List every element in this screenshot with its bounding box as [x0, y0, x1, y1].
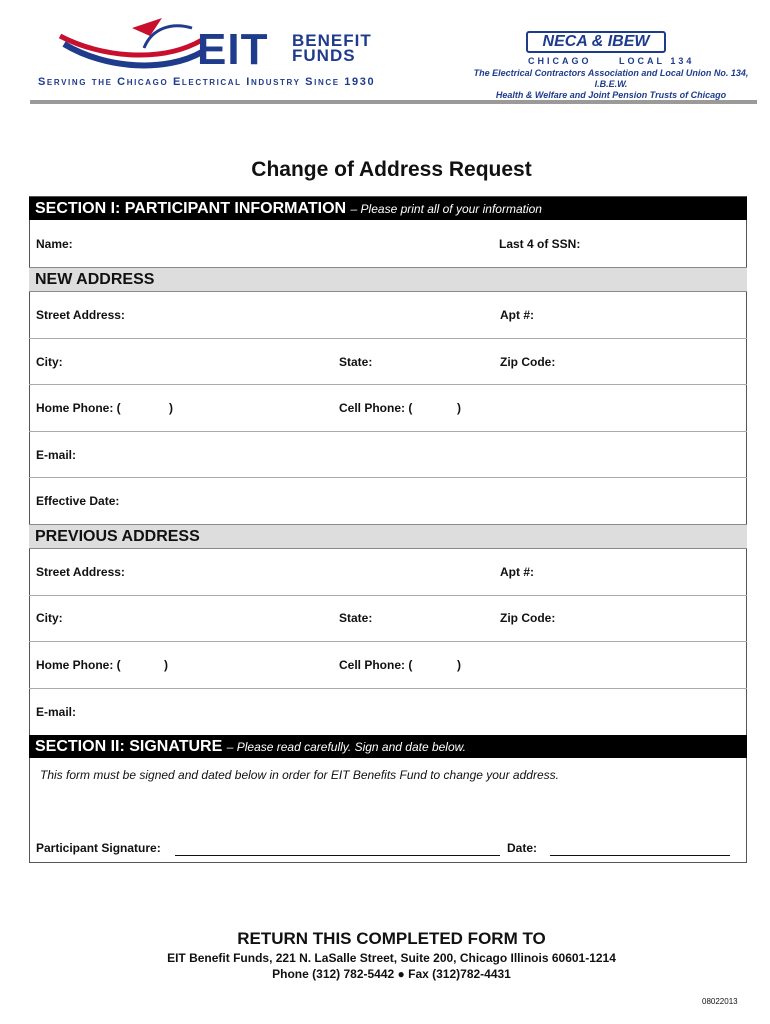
neca-ibew-description: The Electrical Contractors Association and Local Union No. 134, I.B.E.W. Health & Welfare and Joint Pension Trusts of Chicago	[473, 68, 749, 100]
form-title: Change of Address Request	[251, 158, 532, 181]
prev-home-phone-label[interactable]: Home Phone: (	[36, 658, 121, 672]
date-line[interactable]	[550, 855, 730, 856]
row-divider	[29, 338, 747, 339]
eit-tagline: Serving the Chicago Electrical Industry Since 1930	[38, 76, 376, 88]
prev-cell-phone-label[interactable]: Cell Phone: (	[339, 658, 413, 672]
date-label: Date:	[507, 841, 538, 855]
neca-ibew-logo-mark: NECA & IBEW	[542, 33, 650, 50]
new-street-address-label[interactable]: Street Address:	[36, 308, 125, 322]
row-divider	[29, 477, 747, 478]
new-cell-phone-close-paren: )	[457, 401, 461, 415]
new-address-header: NEW ADDRESS	[29, 267, 747, 292]
prev-city-label[interactable]: City:	[36, 611, 63, 625]
new-zip-label[interactable]: Zip Code:	[500, 355, 556, 369]
prev-street-address-label[interactable]: Street Address:	[36, 565, 125, 579]
new-cell-phone-label[interactable]: Cell Phone: (	[339, 401, 413, 415]
eit-logo-benefit-funds: BENEFIT FUNDS	[292, 31, 372, 65]
row-divider	[29, 384, 747, 385]
prev-email-label[interactable]: E-mail:	[36, 705, 77, 719]
new-home-phone-close-paren: )	[169, 401, 173, 415]
new-home-phone-label[interactable]: Home Phone: (	[36, 401, 121, 415]
prev-home-phone-close-paren: )	[164, 658, 168, 672]
ssn-field-label[interactable]: Last 4 of SSN:	[499, 237, 581, 251]
prev-zip-label[interactable]: Zip Code:	[500, 611, 556, 625]
prev-apt-label[interactable]: Apt #:	[500, 565, 534, 579]
row-divider	[29, 431, 747, 432]
return-address: EIT Benefit Funds, 221 N. LaSalle Street, Suite 200, Chicago Illinois 60601-1214	[167, 951, 616, 965]
row-divider	[29, 688, 747, 689]
header-divider	[30, 100, 757, 104]
return-form-title: RETURN THIS COMPLETED FORM TO	[237, 929, 546, 948]
section2-header: SECTION II: SIGNATURE – Please read carefully. Sign and date below.	[29, 735, 747, 758]
effective-date-label[interactable]: Effective Date:	[36, 494, 120, 508]
prev-cell-phone-close-paren: )	[457, 658, 461, 672]
form-revision-code: 08022013	[702, 997, 738, 1006]
new-email-label[interactable]: E-mail:	[36, 448, 77, 462]
neca-ibew-logo-city: CHICAGO LOCAL 134	[528, 56, 695, 66]
new-state-label[interactable]: State:	[339, 355, 373, 369]
return-phone-fax: Phone (312) 782-5442 ● Fax (312)782-4431	[272, 967, 511, 981]
eit-logo-word: EIT	[197, 25, 269, 74]
signature-line[interactable]	[175, 855, 500, 856]
row-divider	[29, 641, 747, 642]
row-divider	[29, 595, 747, 596]
signature-instructions: This form must be signed and dated below in order for EIT Benefits Fund to change your address.	[40, 768, 559, 782]
new-city-label[interactable]: City:	[36, 355, 63, 369]
section1-header: SECTION I: PARTICIPANT INFORMATION – Please print all of your information	[29, 197, 747, 220]
signature-label: Participant Signature:	[36, 841, 161, 855]
prev-state-label[interactable]: State:	[339, 611, 373, 625]
name-field-label[interactable]: Name:	[36, 237, 73, 251]
previous-address-header: PREVIOUS ADDRESS	[29, 524, 747, 549]
new-apt-label[interactable]: Apt #:	[500, 308, 534, 322]
